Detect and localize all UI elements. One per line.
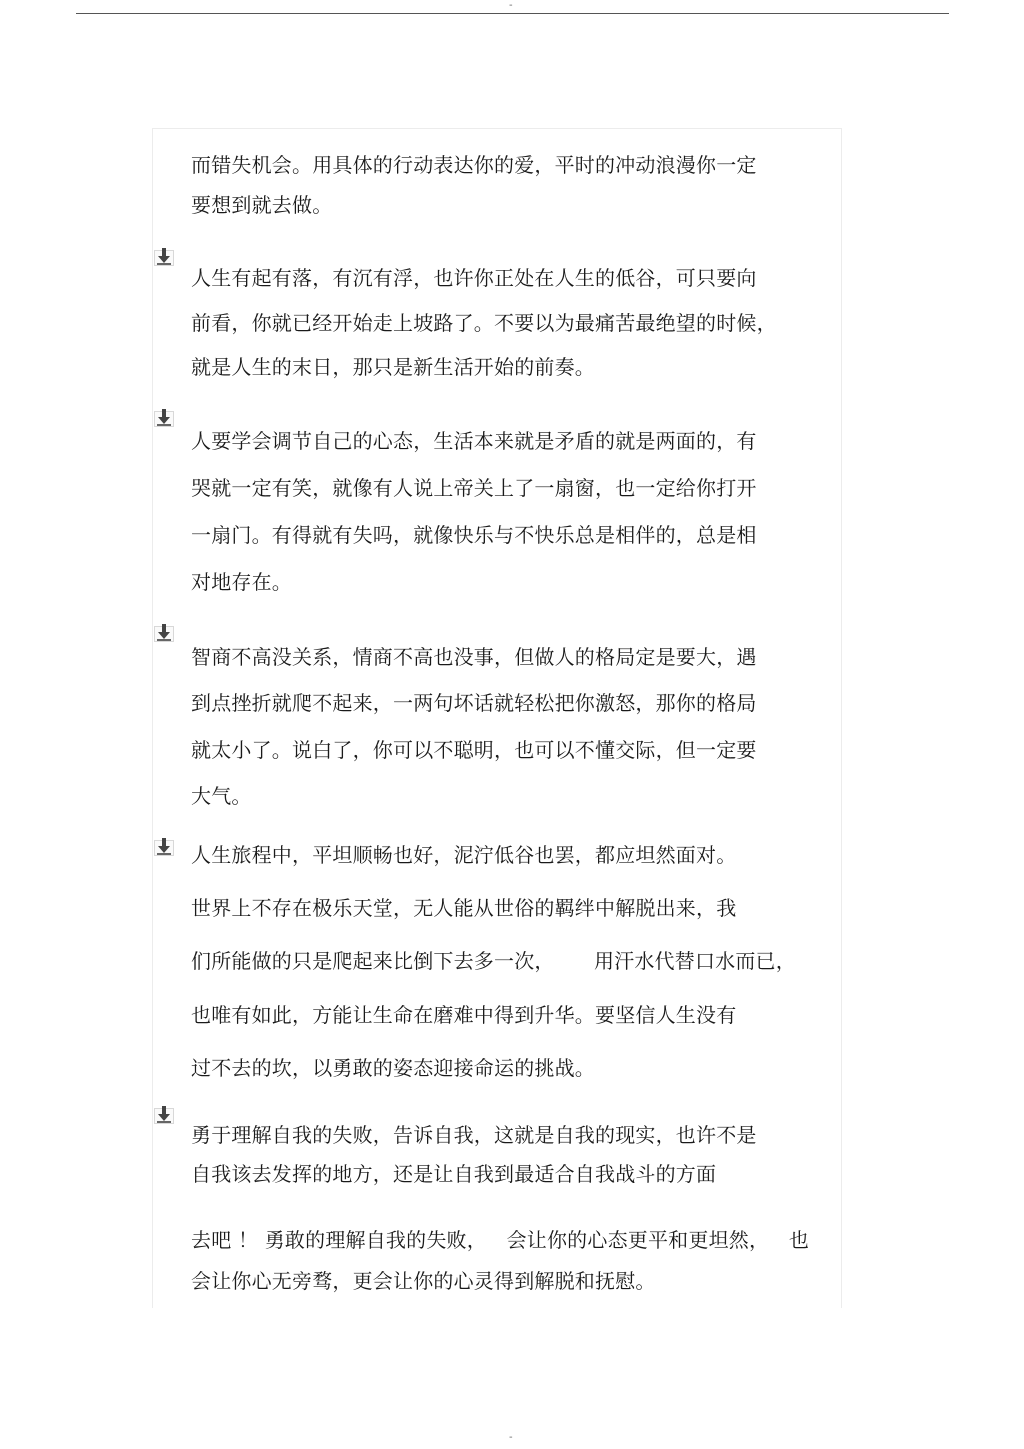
- text-line: 哭就一定有笑，就像有人说上帝关上了一扇窗，也一定给你打开: [191, 476, 757, 500]
- text-line: 自我该去发挥的地方，还是让自我到最适合自我战斗的方面: [191, 1162, 717, 1186]
- text-line: 们所能做的只是爬起来比倒下去多一次， 用汗水代替口水而已，: [191, 949, 796, 973]
- download-bullet-icon: [154, 624, 176, 644]
- text-line: 对地存在。: [191, 570, 292, 594]
- text-line: 到点挫折就爬不起来，一两句坏话就轻松把你激怒，那你的格局: [191, 691, 757, 715]
- download-bullet-icon: [154, 1106, 176, 1126]
- text-line: 智商不高没关系，情商不高也没事，但做人的格局定是要大，遇: [191, 645, 757, 669]
- download-bullet-icon: [154, 409, 176, 429]
- header-rule: [76, 13, 949, 14]
- text-line: 过不去的坎，以勇敢的姿态迎接命运的挑战。: [191, 1056, 595, 1080]
- text-line: 人生有起有落，有沉有浮，也许你正处在人生的低谷，可只要向: [191, 266, 757, 290]
- text-line: 去吧 ！ 勇敢的理解自我的失败， 会让你的心态更平和更坦然， 也: [191, 1228, 810, 1252]
- text-line: 前看，你就已经开始走上坡路了。不要以为最痛苦最绝望的时候，: [191, 311, 777, 335]
- text-line: 世界上不存在极乐天堂，无人能从世俗的羁绊中解脱出来，我: [191, 896, 737, 920]
- download-bullet-icon: [154, 248, 176, 268]
- download-bullet-icon: [154, 838, 176, 858]
- text-line: 要想到就去做。: [191, 193, 333, 217]
- text-line: 勇于理解自我的失败，告诉自我，这就是自我的现实，也许不是: [191, 1123, 757, 1147]
- text-line: 就太小了。说白了，你可以不聪明，也可以不懂交际，但一定要: [191, 738, 757, 762]
- footer-mark: -: [509, 1432, 513, 1443]
- text-line: 就是人生的末日，那只是新生活开始的前奏。: [191, 355, 595, 379]
- text-line: 人生旅程中，平坦顺畅也好，泥泞低谷也罢，都应坦然面对。: [191, 843, 737, 867]
- text-line: 而错失机会。用具体的行动表达你的爱，平时的冲动浪漫你一定: [191, 153, 757, 177]
- text-line: 一扇门。有得就有失吗，就像快乐与不快乐总是相伴的，总是相: [191, 523, 757, 547]
- header-mark: -: [509, 0, 513, 11]
- text-line: 也唯有如此，方能让生命在磨难中得到升华。要坚信人生没有: [191, 1003, 737, 1027]
- text-line: 人要学会调节自己的心态，生活本来就是矛盾的就是两面的，有: [191, 429, 757, 453]
- text-line: 大气。: [191, 784, 252, 808]
- text-line: 会让你心无旁骛，更会让你的心灵得到解脱和抚慰。: [191, 1269, 656, 1293]
